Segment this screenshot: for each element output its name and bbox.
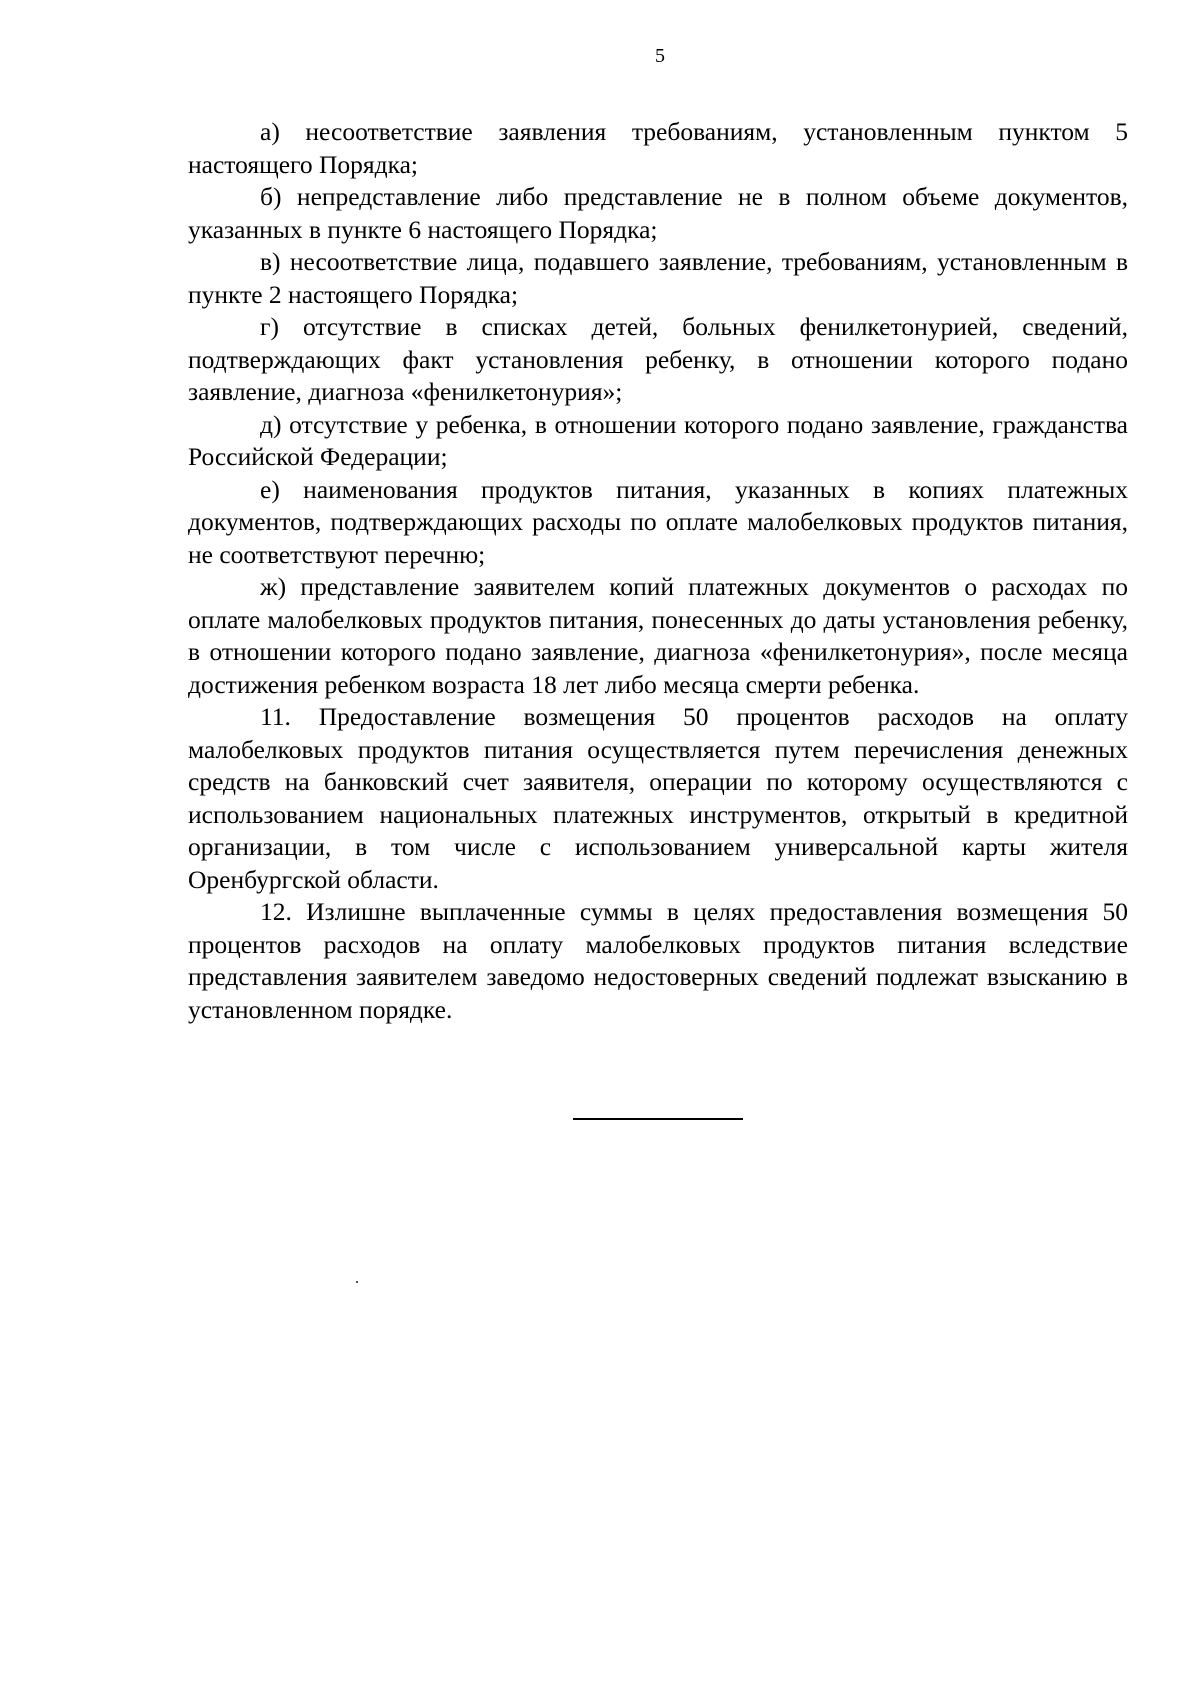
end-of-document-rule [573,1118,743,1120]
paragraph-12: 12. Излишне выплаченные суммы в целях предоставления возмещения 50 процентов расходов на оплату малобелковых продуктов питания вследствие представления заявителем заведомо недостоверных сведений подлежат взысканию в установленном порядке. [188,897,1128,1024]
paragraph-11: 11. Предоставление возмещения 50 процентов расходов на оплату малобелковых продуктов питания осуществляется путем перечисления денежных средств на банковский счет заявителя, операции по которому осуществляются с использованием национальных платежных инструментов, открытый в кредитной организации, в том числе с использованием универсальной карты жителя Оренбургской области. [188,702,1128,894]
paragraph-item-d: д) отсутствие у ребенка, в отношении которого подано заявление, гражданства Российской Федерации; [188,409,1128,471]
paragraph-item-b: б) непредставление либо представление не в полном объеме документов, указанных в пункте 6 настоящего Порядка; [188,182,1128,244]
page-number: 5 [655,45,665,67]
paragraph-item-v: в) несоответствие лица, подавшего заявление, требованиям, установленным в пункте 2 настоящего Порядка; [188,247,1128,309]
paragraph-item-g: г) отсутствие в списках детей, больных фенилкетонурией, сведений, подтверждающих факт установления ребенку, в отношении которого подано заявление, диагноза «фенилкетонурия»; [188,312,1128,406]
document-body [188,116,1128,1026]
scan-speck [356,1281,358,1283]
paragraph-item-a: а) несоответствие заявления требованиям, установленным пунктом 5 настоящего Порядка; [188,117,1128,179]
paragraph-item-e: е) наименования продуктов питания, указанных в копиях платежных документов, подтверждающих расходы по оплате малобелковых продуктов питания, не соответствуют перечню; [188,474,1128,569]
paragraph-item-zh: ж) представление заявителем копий платежных документов о расходах по оплате малобелковых продуктов питания, понесенных до даты установления ребенку, в отношении которого подано заявление, диагноза «фенилкетонурия», после месяца достижения ребенком возраста 18 лет либо месяца смерти ребенка. [188,572,1128,699]
